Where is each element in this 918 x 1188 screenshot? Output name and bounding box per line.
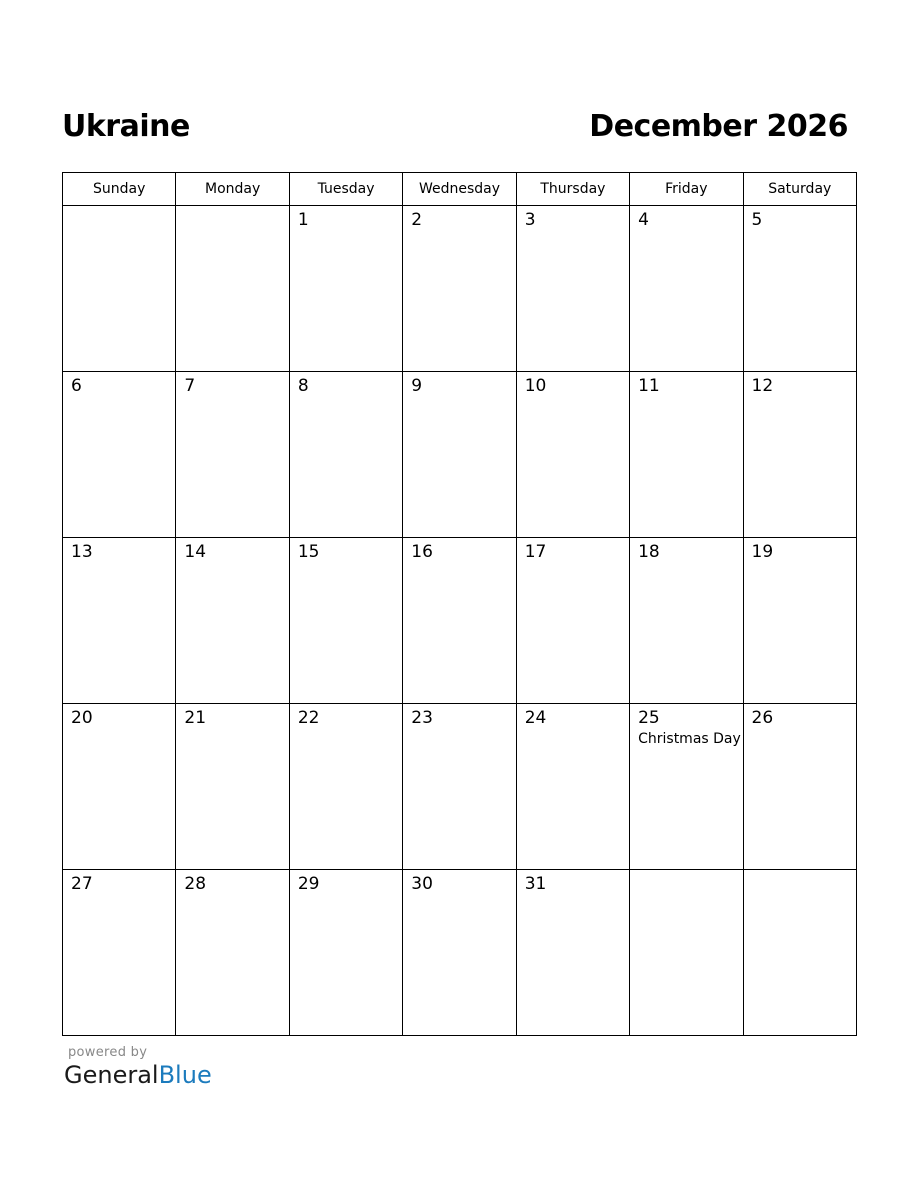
- day-cell: [403, 538, 516, 704]
- day-number: 3: [524, 210, 536, 230]
- day-number: 30: [411, 874, 433, 894]
- day-cell: [403, 372, 516, 538]
- weekday-thursday: Thursday: [516, 173, 629, 206]
- week-row: [63, 206, 857, 372]
- powered-by-text: powered by: [68, 1045, 148, 1060]
- day-number: 2: [411, 210, 423, 230]
- day-cell: [289, 870, 402, 1036]
- holiday-label: Christmas Day: [638, 731, 741, 747]
- day-cell: [516, 538, 629, 704]
- weekday-friday: Friday: [630, 173, 743, 206]
- day-number: 7: [184, 376, 196, 396]
- day-number: 8: [297, 376, 309, 396]
- day-cell: [289, 538, 402, 704]
- day-cell: [403, 870, 516, 1036]
- day-number: 4: [638, 210, 649, 230]
- day-cell: [630, 372, 743, 538]
- month-year-title: December 2026: [589, 108, 848, 144]
- week-row: [63, 372, 857, 538]
- brand-blue-text: Blue: [158, 1061, 212, 1089]
- day-number: 14: [184, 542, 207, 562]
- day-cell: [63, 206, 176, 372]
- day-number: 19: [751, 542, 774, 562]
- week-row: [63, 538, 857, 704]
- week-row: [63, 870, 857, 1036]
- day-cell-holiday: [630, 704, 743, 870]
- day-number: 10: [524, 376, 547, 396]
- day-cell: [516, 372, 629, 538]
- day-cell: [516, 206, 629, 372]
- day-number: 22: [297, 708, 320, 728]
- day-cell: [743, 206, 856, 372]
- day-number: 9: [411, 376, 423, 396]
- day-cell: [630, 206, 743, 372]
- day-number: 29: [297, 874, 320, 894]
- day-cell: [743, 538, 856, 704]
- day-number: 28: [184, 874, 207, 894]
- day-cell: [176, 206, 289, 372]
- day-cell: [176, 870, 289, 1036]
- weekday-tuesday: Tuesday: [289, 173, 402, 206]
- month-calendar-grid: [62, 172, 857, 1036]
- day-cell: [289, 704, 402, 870]
- weekday-header-row: [63, 173, 857, 206]
- day-number: [63, 206, 175, 209]
- day-number: [176, 206, 288, 209]
- day-cell: [176, 372, 289, 538]
- day-number: 15: [297, 542, 320, 562]
- weekday-monday: Monday: [176, 173, 289, 206]
- day-number: 23: [411, 708, 433, 728]
- day-number: 6: [71, 376, 82, 396]
- day-number: 27: [71, 874, 93, 894]
- day-cell: [630, 538, 743, 704]
- day-number: 31: [524, 874, 547, 894]
- footer-branding: [64, 1045, 212, 1089]
- day-cell: [403, 704, 516, 870]
- day-cell: [743, 372, 856, 538]
- weekday-sunday: Sunday: [63, 173, 176, 206]
- generalblue-logo[interactable]: [64, 1061, 212, 1089]
- day-cell: [63, 870, 176, 1036]
- day-cell: [63, 538, 176, 704]
- day-number: 21: [184, 708, 207, 728]
- day-cell: [289, 372, 402, 538]
- day-cell: [63, 704, 176, 870]
- day-number: 16: [411, 542, 433, 562]
- day-cell: [516, 704, 629, 870]
- brand-general-text: General: [64, 1061, 159, 1089]
- day-cell: [743, 870, 856, 1036]
- day-number: 20: [71, 708, 93, 728]
- week-row: [63, 704, 857, 870]
- weekday-wednesday: Wednesday: [403, 173, 516, 206]
- day-number: [630, 870, 742, 873]
- day-cell: [630, 870, 743, 1036]
- day-number: 24: [524, 708, 547, 728]
- day-number: 13: [71, 542, 93, 562]
- day-number: [744, 870, 856, 873]
- day-number: 1: [297, 210, 309, 230]
- day-cell: [289, 206, 402, 372]
- day-cell: [176, 704, 289, 870]
- weekday-saturday: Saturday: [743, 173, 856, 206]
- day-number: 25: [638, 708, 660, 728]
- country-title: Ukraine: [62, 108, 190, 144]
- day-number: 26: [751, 708, 774, 728]
- day-number: 12: [751, 376, 774, 396]
- day-number: 5: [751, 210, 763, 230]
- day-number: 17: [524, 542, 547, 562]
- day-cell: [63, 372, 176, 538]
- calendar-header: [62, 104, 848, 148]
- day-number: 11: [638, 376, 660, 396]
- day-cell: [176, 538, 289, 704]
- day-cell: [403, 206, 516, 372]
- day-number: 18: [638, 542, 660, 562]
- day-cell: [516, 870, 629, 1036]
- day-cell: [743, 704, 856, 870]
